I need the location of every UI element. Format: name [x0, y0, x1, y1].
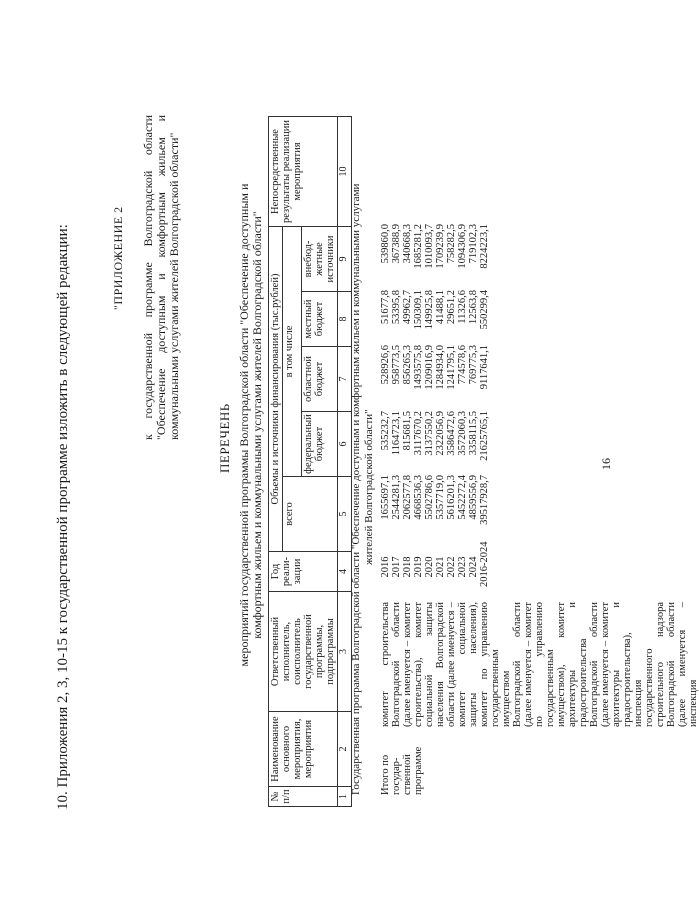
total-row-total: 1655697,1 2544281,3 2062577,8 4668536,3 5502786,6 5357719,0 5616201,3 5452272,4 4859556,9 39517928,7 [380, 475, 491, 525]
col-number: 8 [338, 292, 352, 347]
col-number: 7 [338, 347, 352, 412]
header-year: Год реали-зации [269, 552, 338, 592]
col-number: 6 [338, 412, 352, 477]
header-total: всего [283, 477, 338, 552]
col-number: 4 [338, 552, 352, 592]
document-subtitle: мероприятий государственной программы Волгоградской области "Обеспечение доступным и комфортным жильем и коммунальными услугами жителей Волгоградской области" [237, 183, 265, 667]
total-row-offbudget: 539860,0 367388,9 340668,3 1685281,2 1010093,7 1709239,9 758282,5 1094306,9 719102,3 8224223,1 [380, 224, 491, 269]
header-local: местный бюджет [302, 292, 338, 347]
total-row-years: 2016 2017 2018 2019 2020 2021 2022 2023 2024 2016-2024 [380, 541, 491, 587]
total-row-local: 51677,8 53395,8 49962,7 150309,1 149925,8 41488,1 29651,2 11326,6 12563,8 550299,4 [380, 290, 491, 330]
header-incl: в том числе [283, 227, 302, 477]
appendix-label: "ПРИЛОЖЕНИЕ 2 [111, 206, 125, 310]
total-row-executor: комитет строительства Волгоградской области (далее именуется – комитет строительства), комитет социальной защиты населения Волгоградской области (далее именуется – комитет социальной защиты населения), комитет по управлению государственным имуществом Волгоградской области (далее именуется – комитет по управлению государственным имуществом), комитет архитектуры и градостроительства Волгоградской области (далее именуется – комитет архитектуры и градостроительства), инспекция государственного строительного надзора Волгоградской области (далее именуется – инспекция [380, 602, 699, 727]
section-title-cont: жителей Волгоградской области" [363, 409, 375, 565]
header-name: Наименование основного мероприятия, мероприятия [269, 712, 338, 787]
col-number: 3 [338, 592, 352, 712]
col-number: 1 [338, 787, 352, 807]
total-row-regional: 528926,6 958773,5 856265,3 1493575,8 1209016,9 1284934,0 1241795,1 774578,6 769775,3 9117641,1 [380, 345, 491, 390]
page-number: 16 [599, 458, 613, 470]
header-table [268, 116, 352, 807]
document-title: ПЕРЕЧЕНЬ [217, 403, 232, 473]
total-row-federal: 535232,7 1164723,1 815681,5 3117670,2 3137550,2 2322056,9 3586472,6 3572060,3 3358115,5 21625765,1 [380, 411, 491, 461]
header-results: Непосредственные результаты реализации мероприятия [269, 117, 338, 227]
header-funding: Объемы и источники финансирования (тыс.рублей) [269, 227, 283, 552]
col-number: 10 [338, 117, 352, 227]
header-offbudget: внебюд-жетные источники [302, 227, 338, 292]
section-title: Государственная программа Волгоградской области "Обеспечение доступным и комфортным жильем и коммунальными услугами [350, 183, 362, 795]
total-row-name: Итого по государ-ственной программе [380, 746, 425, 795]
header-regional: областной бюджет [302, 347, 338, 412]
header-num: № п/п [269, 787, 338, 807]
col-number: 9 [338, 227, 352, 292]
header-federal: федеральный бюджет [302, 412, 338, 477]
appendix-text: к государственной программе Волгоградской области "Обеспечение доступным и комфортным жильем и коммунальными услугами жителей Волгоградской области" [141, 115, 182, 440]
col-number: 2 [338, 712, 352, 787]
header-executor: Ответственный исполнитель, соисполнитель государственной программы, подпрограммы [269, 592, 338, 712]
amendment-line: 10. Приложения 2, 3, 10-15 к государственной программе изложить в следующей редакции: [55, 224, 71, 810]
col-number: 5 [338, 477, 352, 552]
